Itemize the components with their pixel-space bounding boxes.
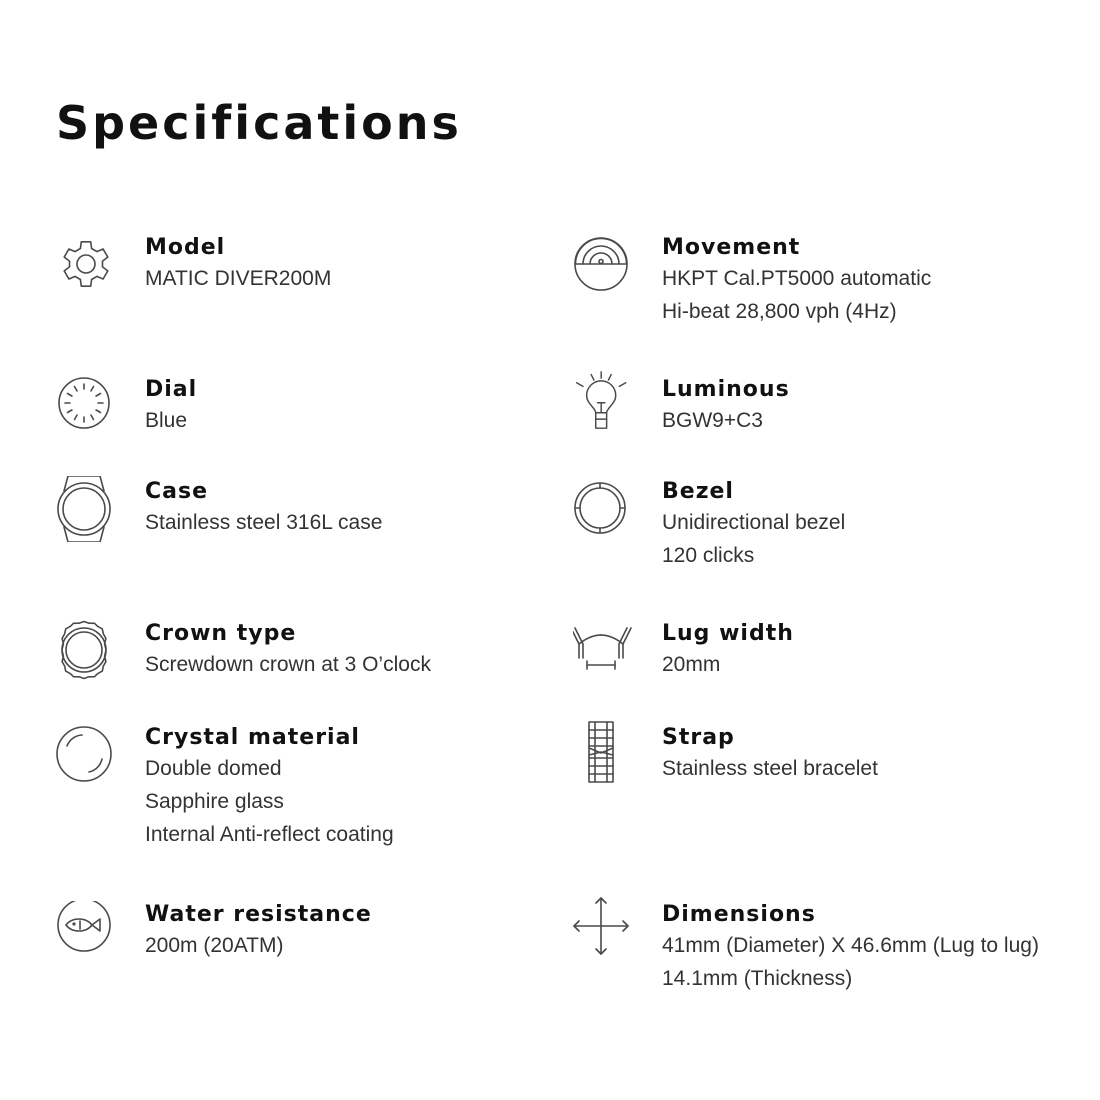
dimensions-arrows-icon <box>573 896 633 956</box>
watch-case-icon <box>56 476 116 542</box>
spec-value: 14.1mm (Thickness) <box>662 967 853 990</box>
spec-label: Model <box>145 235 226 260</box>
spec-value: Hi-beat 28,800 vph (4Hz) <box>662 300 897 323</box>
spec-value: Sapphire glass <box>145 790 284 813</box>
spec-value: Stainless steel bracelet <box>662 757 878 780</box>
lug-width-icon <box>573 620 633 680</box>
spec-label: Bezel <box>662 479 734 504</box>
spec-label: Luminous <box>662 377 790 402</box>
spec-label: Dimensions <box>662 902 816 927</box>
spec-value: 120 clicks <box>662 544 755 567</box>
spec-value: 200m (20ATM) <box>145 934 284 957</box>
spec-value: HKPT Cal.PT5000 automatic <box>662 267 932 290</box>
spec-value: Double domed <box>145 757 282 780</box>
spec-label: Water resistance <box>145 902 372 927</box>
crystal-icon <box>56 724 116 784</box>
fish-icon <box>56 901 116 961</box>
spec-value: BGW9+C3 <box>662 409 763 432</box>
movement-icon <box>573 234 633 294</box>
spec-value: MATIC DIVER200M <box>145 267 332 290</box>
lightbulb-icon <box>573 370 633 430</box>
spec-value: 41mm (Diameter) X 46.6mm (Lug to lug) <box>662 934 1039 957</box>
spec-value: Blue <box>145 409 188 432</box>
spec-label: Strap <box>662 725 735 750</box>
spec-label: Crown type <box>145 621 297 646</box>
spec-value: Unidirectional bezel <box>662 511 846 534</box>
spec-label: Case <box>145 479 209 504</box>
dial-icon <box>56 376 116 436</box>
spec-value: 20mm <box>662 653 721 676</box>
spec-value: Internal Anti-reflect coating <box>145 823 394 846</box>
spec-label: Lug width <box>662 621 794 646</box>
spec-label: Dial <box>145 377 198 402</box>
crown-icon <box>56 620 116 680</box>
spec-label: Movement <box>662 235 801 260</box>
page-title: Specifications <box>56 96 462 150</box>
bezel-icon <box>573 478 633 538</box>
gear-icon <box>56 234 116 294</box>
spec-value: Stainless steel 316L case <box>145 511 383 534</box>
spec-label: Crystal material <box>145 725 360 750</box>
spec-value: Screwdown crown at 3 O’clock <box>145 653 431 676</box>
bracelet-icon <box>573 718 633 784</box>
